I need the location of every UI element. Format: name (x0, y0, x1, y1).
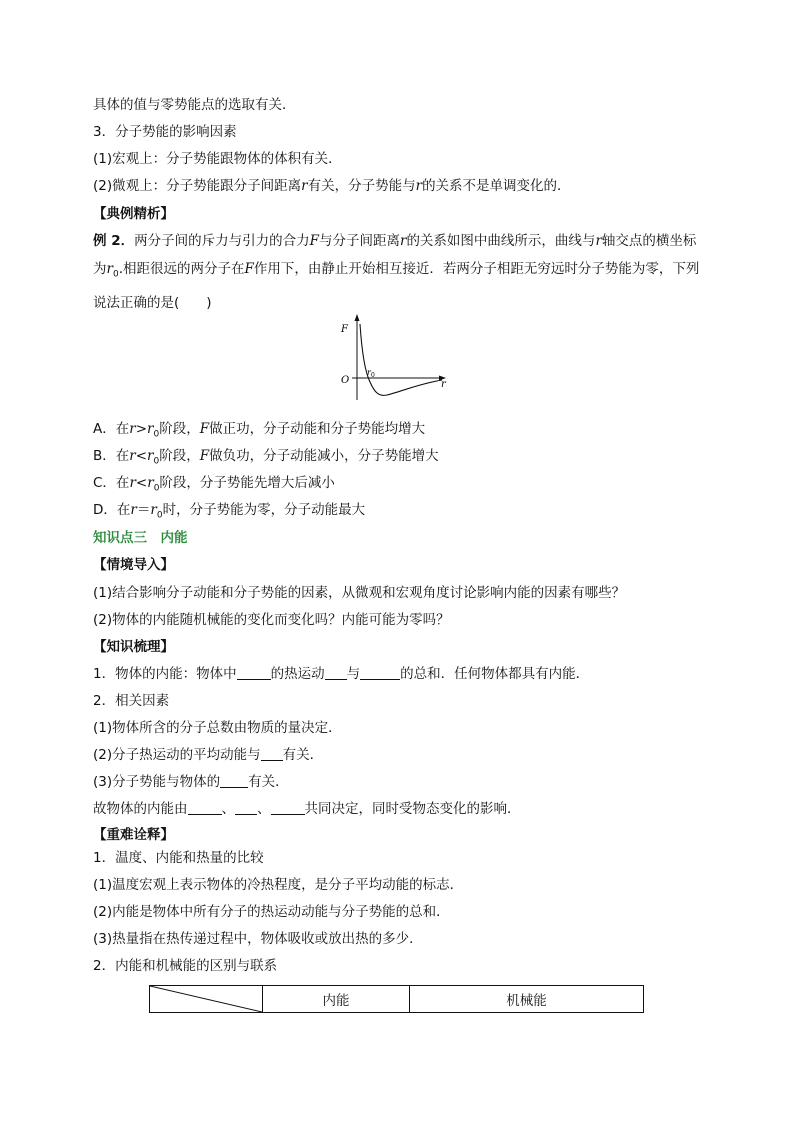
text: (1)温度宏观上表示物体的冷热程度，是分子平均动能的标志． (93, 877, 464, 893)
math-subscript: 0 (153, 456, 160, 467)
section-heading (93, 825, 174, 845)
text-line (93, 929, 423, 949)
text: 知识点三 内能 (93, 530, 188, 546)
text: 1．物体的内能：物体中 (93, 666, 237, 682)
text: 的总和．任何物体都具有内能． (400, 666, 590, 682)
text: 有关． (248, 774, 289, 790)
diagonal-header-cell (150, 986, 263, 1013)
math-operator: > (135, 421, 148, 437)
example-paragraph (93, 227, 705, 317)
math-operator: < (135, 475, 148, 491)
text: (2)内能是物体中所有分子的热运动动能与分子势能的总和． (93, 904, 450, 920)
math-symbol: r (301, 178, 308, 194)
text: 【情境导入】 (93, 557, 174, 573)
text-line (93, 610, 450, 630)
text: (2)物体的内能随机械能的变化而变化吗？内能可能为零吗？ (93, 612, 450, 628)
text: (3)热量指在热传递过程中，物体吸收或放出热的多少． (93, 931, 423, 947)
text-line (93, 902, 450, 922)
section-heading (93, 204, 174, 224)
math-symbol: r (150, 502, 157, 518)
math-subscript: 0 (153, 483, 160, 494)
option-a (93, 419, 425, 445)
text: A．在 (93, 421, 130, 437)
math-symbol: r (147, 421, 154, 437)
text: 【重难诠释】 (93, 827, 174, 843)
text-line (93, 799, 521, 819)
text: 做正功，分子动能和分子势能均增大 (209, 421, 426, 437)
text-line (93, 848, 264, 868)
knowledge-point-heading (93, 528, 188, 548)
text: 作用下，由静止开始相互接近．若两分子相距无穷远时分子势能为零，下列说法正确的是( ) (93, 261, 700, 311)
example-label: 例 2． (93, 233, 135, 249)
math-symbol: r (130, 502, 137, 518)
r0-subscript: 0 (371, 372, 375, 379)
text: 故物体的内能由 (93, 801, 188, 817)
text-line (93, 691, 169, 711)
text: 1．温度、内能和热量的比较 (93, 850, 264, 866)
text: B．在 (93, 448, 130, 464)
text: (3)分子势能与物体的 (93, 774, 221, 790)
r0-label: r (367, 368, 371, 377)
text-line (93, 176, 571, 196)
text-line (93, 956, 277, 976)
y-axis-label: F (341, 324, 348, 335)
math-symbol: F (199, 448, 210, 464)
math-symbol: r (415, 178, 423, 194)
option-d (93, 500, 365, 526)
text-line (93, 583, 625, 603)
text: 3．分子势能的影响因素 (93, 124, 237, 140)
text: 时，分子势能为零，分子动能最大 (162, 502, 366, 518)
fill-blank[interactable] (261, 746, 283, 761)
option-c (93, 473, 335, 499)
fill-blank[interactable] (220, 773, 248, 788)
text: (1)结合影响分子动能和分子势能的因素，从微观和宏观角度讨论影响内能的因素有哪些？ (93, 585, 626, 601)
fill-blank[interactable] (237, 665, 271, 680)
x-axis-label: r (441, 379, 446, 390)
y-axis-arrow (355, 314, 360, 321)
text-line (93, 875, 463, 895)
math-operator: < (135, 448, 148, 464)
table-header-mechanical-energy: 机械能 (410, 986, 644, 1013)
math-subscript: 0 (112, 269, 119, 280)
text: D．在 (93, 502, 131, 518)
text-line (93, 95, 296, 115)
math-symbol: r (129, 448, 136, 464)
math-symbol: r (129, 475, 136, 491)
option-b (93, 446, 439, 472)
comparison-table (149, 985, 644, 1013)
text: (1)物体所含的分子总数由物质的量决定． (93, 720, 342, 736)
text: 阶段， (159, 448, 200, 464)
math-symbol: r (595, 233, 602, 249)
math-subscript: 0 (156, 510, 163, 521)
fill-blank[interactable] (325, 665, 347, 680)
text: (2)分子热运动的平均动能与 (93, 747, 261, 763)
force-distance-graph (338, 312, 450, 404)
text-line (93, 772, 289, 792)
text: 有关． (282, 747, 324, 763)
math-symbol: r (129, 421, 136, 437)
text: 两分子间的斥力与引力的合力 (134, 233, 310, 249)
text: 2．相关因素 (93, 693, 170, 709)
text-line (93, 149, 342, 169)
section-heading (93, 555, 174, 575)
math-symbol: F (244, 261, 254, 277)
text: 做负功，分子动能减小，分子势能增大 (209, 448, 439, 464)
table-header-internal-energy: 内能 (263, 986, 410, 1013)
text: 轴交点的横坐标为 (93, 233, 697, 277)
text: 共同决定，同时受物态变化的影响． (304, 801, 521, 817)
fill-blank[interactable] (235, 800, 257, 815)
fill-blank[interactable] (271, 800, 305, 815)
section-heading (93, 122, 237, 142)
text: 、 (257, 801, 271, 817)
math-symbol: F (309, 233, 319, 249)
text: 的热运动 (270, 666, 325, 682)
text-line (93, 745, 323, 765)
text: 的关系不是单调变化的． (422, 178, 571, 194)
text: .相距很远的两分子在 (118, 261, 245, 277)
text: C．在 (93, 475, 130, 491)
math-subscript: 0 (153, 429, 160, 440)
origin-label: O (341, 375, 350, 386)
math-symbol: r (147, 448, 154, 464)
text: 【典例精析】 (93, 206, 174, 222)
section-heading (93, 637, 174, 657)
text: 与分子间距离 (318, 233, 400, 249)
text: 阶段， (159, 421, 200, 437)
text: 有关，分子势能与 (307, 178, 416, 194)
math-symbol: r (147, 475, 154, 491)
text-line (93, 718, 342, 738)
text: 、 (221, 801, 235, 817)
text: 阶段，分子势能先增大后减小 (159, 475, 335, 491)
force-curve (360, 324, 442, 395)
math-operator: ＝ (136, 502, 151, 518)
text: 的关系如图中曲线所示，曲线与 (406, 233, 596, 249)
fill-blank[interactable] (188, 800, 222, 815)
text: 与 (346, 666, 361, 682)
text: 具体的值与零势能点的选取有关． (93, 97, 296, 113)
math-symbol: F (199, 421, 210, 437)
diagonal-line (150, 986, 262, 1012)
text: (1)宏观上：分子势能跟物体的体积有关． (93, 151, 342, 167)
text: (2)微观上：分子势能跟分子间距离 (93, 178, 302, 194)
math-symbol: r (106, 261, 113, 277)
fill-blank[interactable] (360, 665, 400, 680)
text-line (93, 664, 589, 684)
math-symbol: r (399, 233, 407, 249)
table-header-row (150, 986, 644, 1013)
text: 【知识梳理】 (93, 639, 174, 655)
text: 2．内能和机械能的区别与联系 (93, 958, 278, 974)
